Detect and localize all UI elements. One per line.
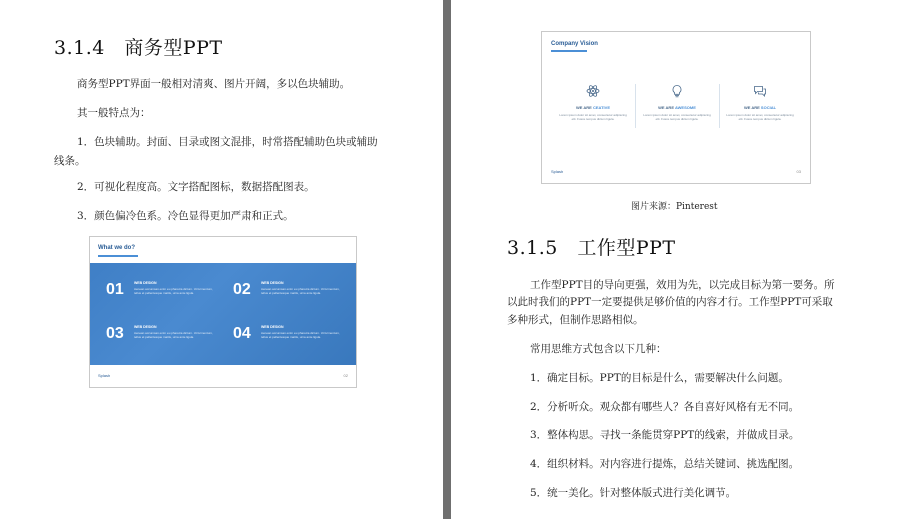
cell-number: 02 — [233, 281, 251, 298]
column-text: Lorem ipsum dolor sit amet, consectetur adipiscing elit. Fusce tempus dictum ligula. — [643, 113, 711, 121]
cell-label: WEB DESIGN — [261, 281, 284, 285]
paragraph: 商务型PPT界面一般相对清爽、图片开阔，多以色块辅助。 — [77, 78, 351, 90]
slide-title: What we do? — [98, 245, 135, 251]
cell-label: WEB DESIGN — [134, 281, 157, 285]
cell-text: Aenean accumsan enim eu pharetra dictum. Ut fermentum, tellus et pellentesque mattis, urna ante ligula. — [261, 287, 340, 295]
column-label: WE ARE CEATIVE — [575, 105, 611, 110]
paragraph: 1．色块辅助。封面、目录或图文混排，时常搭配辅助色块或辅助 — [77, 136, 378, 148]
column-text: Lorem ipsum dolor sit amet, consectetur adipiscing elit. Fusce tempus dictum ligula. — [726, 113, 794, 121]
cell-text: Aenean accumsan enim eu pharetra dictum. Ut fermentum, tellus et pellentesque mattis, urna ante ligula. — [261, 331, 340, 339]
chat-icon — [753, 84, 767, 98]
vision-column — [717, 84, 803, 134]
paragraph: 3．整体构思。寻找一条能贯穿PPT的线索，并做成目录。 — [530, 429, 800, 441]
page-gutter — [443, 0, 451, 519]
paragraph: 5．统一美化。针对整体版式进行美化调节。 — [530, 487, 737, 499]
slide-thumbnail-company-vision — [541, 31, 811, 184]
section-heading: 3.1.4 商务型PPT — [54, 37, 223, 59]
section-heading: 3.1.5 工作型PPT — [507, 237, 676, 259]
slide-thumbnail-what-we-do — [89, 236, 357, 388]
cell-text: Aenean accumsan enim eu pharetra dictum. Ut fermentum, tellus et pellentesque mattis, urna ante ligula. — [134, 331, 213, 339]
cell-number: 03 — [106, 325, 124, 342]
cell-label: WEB DESIGN — [261, 325, 284, 329]
paragraph: 其一般特点为： — [77, 107, 151, 119]
slide-page-number: 03 — [796, 169, 801, 174]
paragraph: 线条。 — [54, 155, 86, 167]
cell-number: 04 — [233, 325, 251, 342]
cell-label: WEB DESIGN — [134, 325, 157, 329]
atom-icon — [586, 84, 600, 98]
column-label: WE ARE AWESOME — [658, 105, 696, 110]
cell-number: 01 — [106, 281, 124, 298]
lightbulb-icon — [670, 84, 684, 98]
paragraph: 常用思维方式包含以下几种： — [530, 343, 667, 355]
slide-page-number: 02 — [343, 373, 348, 378]
paragraph: 1．确定目标。PPT的目标是什么，需要解决什么问题。 — [530, 372, 789, 384]
title-underline — [98, 255, 138, 257]
cell-text: Aenean accumsan enim eu pharetra dictum. Ut fermentum, tellus et pellentesque mattis, urna ante ligula. — [134, 287, 213, 295]
slide-footer-brand: Splash — [551, 169, 564, 174]
feature-cell — [233, 279, 353, 319]
paragraph: 3．颜色偏冷色系。冷色显得更加严肃和正式。 — [77, 210, 294, 222]
paragraph: 4．组织材料。对内容进行提炼，总结关键词、挑选配图。 — [530, 458, 800, 470]
column-text: Lorem ipsum dolor sit amet, consectetur adipiscing elit. Fusce tempus dictum ligula. — [559, 113, 627, 121]
title-underline — [551, 50, 587, 52]
paragraph: 2．可视化程度高。文字搭配图标，数据搭配图表。 — [77, 181, 315, 193]
paragraph: 2．分析听众。观众都有哪些人？各自喜好风格有无不同。 — [530, 401, 800, 413]
paragraph: 工作型PPT目的导向更强，效用为先，以完成目标为第一要务。所 — [530, 279, 835, 291]
paragraph: 以此时我们的PPT一定要提供足够价值的内容才行。工作型PPT可采取 — [507, 296, 833, 308]
slide-title: Company Vision — [551, 41, 598, 47]
slide-footer-brand: Splash — [98, 373, 111, 378]
paragraph: 多种形式，但制作思路相似。 — [507, 314, 644, 326]
column-label: WE ARE SOCIAL — [743, 105, 777, 110]
feature-cell — [233, 323, 353, 363]
vision-column — [550, 84, 636, 134]
feature-cell — [106, 279, 226, 319]
blue-block — [90, 263, 356, 365]
image-caption: 图片来源：Pinterest — [631, 202, 718, 212]
vision-column — [634, 84, 720, 134]
feature-cell — [106, 323, 226, 363]
